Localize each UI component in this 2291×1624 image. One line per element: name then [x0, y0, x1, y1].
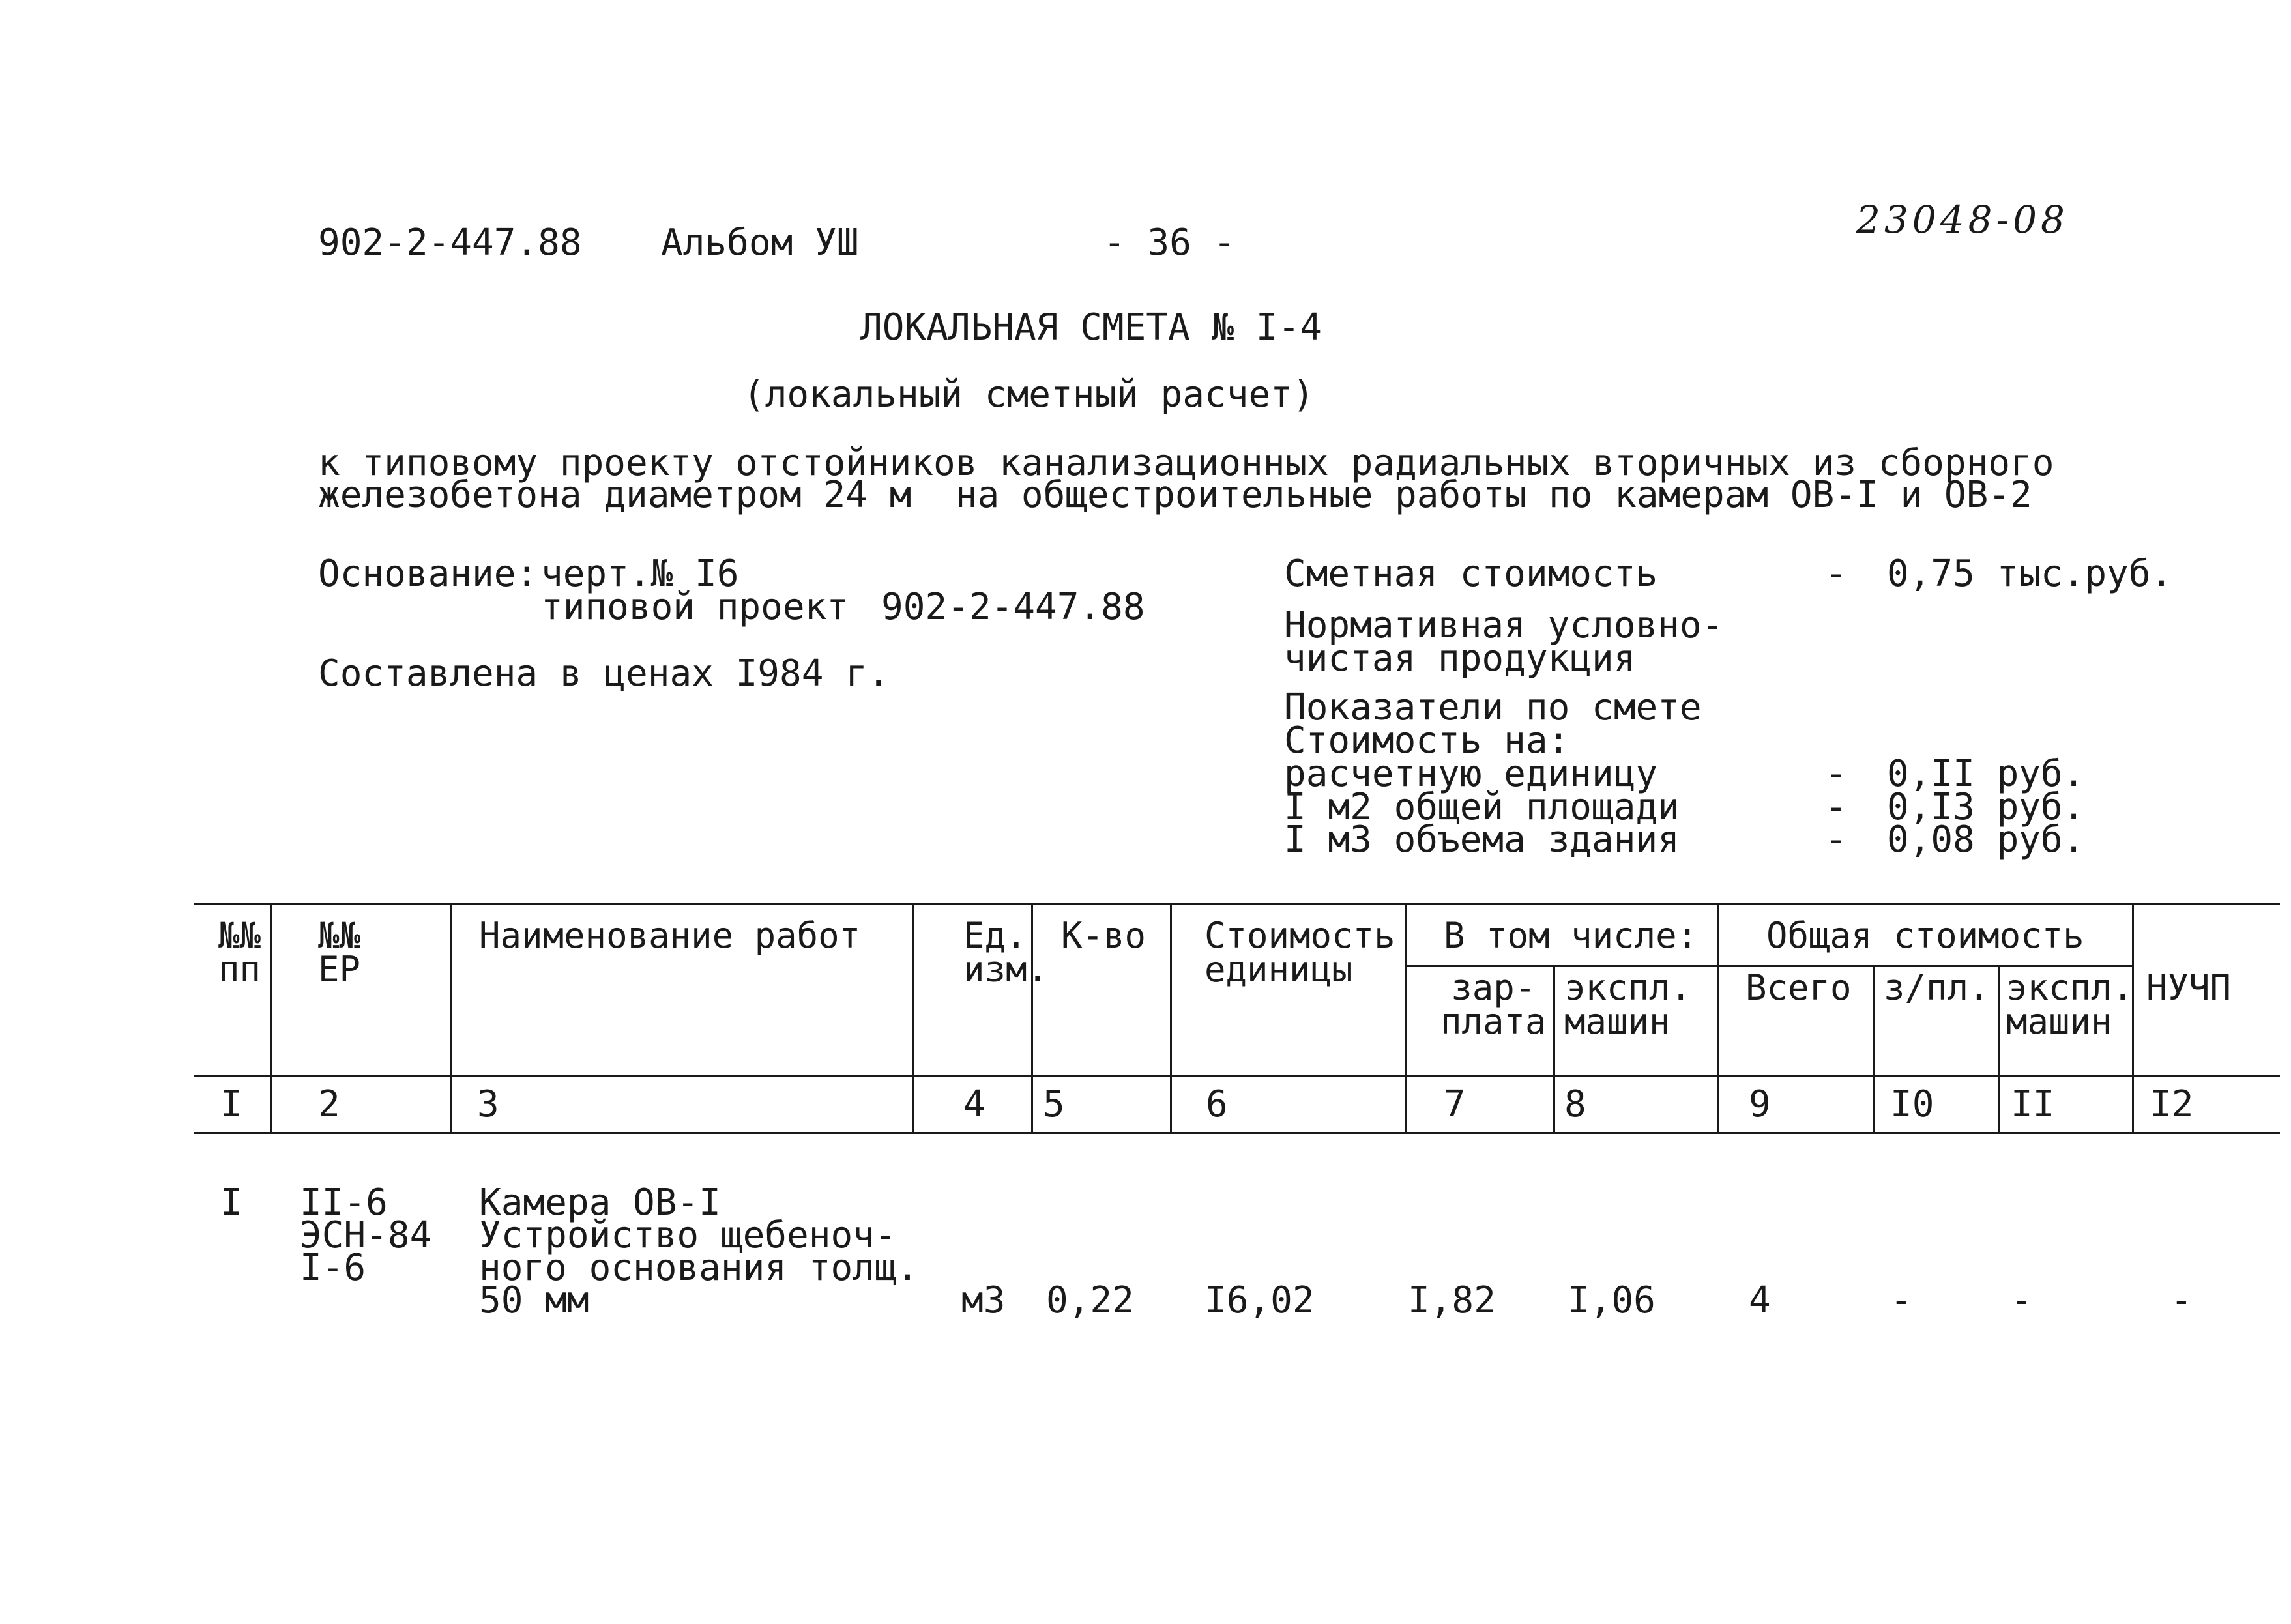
table-top-border [194, 903, 2280, 905]
er-code-line-1: II-6 [300, 1182, 388, 1224]
column-number: 3 [477, 1083, 499, 1125]
header-total-wage: з/пл. [1884, 967, 1990, 1008]
column-divider [1405, 903, 1407, 1134]
handwritten-registration-number: 23048-08 [1856, 197, 2069, 242]
column-number: II [2011, 1083, 2055, 1125]
column-divider [1998, 965, 2000, 1134]
header-unit: Ед. изм. [963, 915, 1049, 990]
per-m2-value: 0,I3 руб. [1887, 786, 2085, 828]
total-wage-value: - [1890, 1279, 1912, 1322]
total-machines-value: - [2011, 1279, 2033, 1322]
header-total: Всего [1745, 967, 1852, 1008]
estimated-cost-label: Сметная стоимость [1284, 553, 1658, 595]
estimate-title: ЛОКАЛЬНАЯ СМЕТА № I-4 [860, 306, 1322, 349]
column-number: I [220, 1083, 242, 1125]
basis-project-label: типовой проект [541, 586, 849, 628]
cost-per-label: Стоимость на: [1284, 719, 1570, 762]
column-number: I2 [2150, 1083, 2194, 1125]
wage-value: I,82 [1408, 1279, 1496, 1322]
per-m3-label: I м3 объема здания [1284, 819, 1680, 861]
column-number: 5 [1043, 1083, 1065, 1125]
total-value: 4 [1749, 1279, 1771, 1322]
document-code: 902-2-447.88 [318, 222, 582, 264]
column-number: 8 [1564, 1083, 1586, 1125]
per-m2-label: I м2 общей площади [1284, 786, 1680, 828]
header-total-cost-group: Общая стоимость [1766, 915, 2084, 956]
column-number: I0 [1890, 1083, 1934, 1125]
per-m3-value: 0,08 руб. [1887, 819, 2085, 861]
header-machine-operation: экспл. машин [1564, 967, 1692, 1042]
estimate-subtitle: (локальный сметный расчет) [743, 373, 1315, 416]
basis-label: Основание: [318, 553, 538, 595]
basis-drawing: черт.№ I6 [541, 553, 739, 595]
column-divider [450, 903, 452, 1134]
row-number: I [220, 1182, 242, 1224]
header-wage: зар- плата [1440, 967, 1547, 1042]
column-number: 6 [1206, 1083, 1228, 1125]
description-line-1: к типовому проекту отстойников канализационных радиальных вторичных из сборного [318, 442, 2054, 484]
column-divider [1553, 965, 1555, 1134]
per-unit-value: 0,II руб. [1887, 753, 2085, 795]
er-code-line-3: I-6 [300, 1247, 366, 1289]
column-number: 2 [318, 1083, 340, 1125]
header-bottom-border [194, 1075, 2280, 1077]
column-divider [912, 903, 914, 1134]
column-divider [1170, 903, 1172, 1134]
machine-operation-value: I,06 [1568, 1279, 1656, 1322]
column-number: 4 [963, 1083, 985, 1125]
description-line-2: железобетона диаметром 24 м на общестроительные работы по камерам ОВ-I и ОВ-2 [318, 474, 2032, 516]
estimated-cost-value: 0,75 тыс.руб. [1887, 553, 2173, 595]
header-nuchp: НУЧП [2146, 967, 2232, 1008]
price-year-note: Составлена в ценах I984 г. [318, 652, 890, 695]
per-m3-dash: - [1825, 819, 1847, 861]
er-code-line-2: ЭСН-84 [300, 1214, 432, 1256]
nuchp-value: - [2170, 1279, 2193, 1322]
page-number: - 36 - [1103, 222, 1236, 264]
unit-cost-value: I6,02 [1204, 1279, 1315, 1322]
header-er-number: №№ ЕР [318, 915, 361, 990]
work-name-line-2: Устройство щебеноч- [479, 1214, 897, 1256]
normative-label-line-2: чистая продукция [1284, 637, 1636, 680]
column-divider [270, 903, 272, 1134]
work-name-line-1: Камера ОВ-I [479, 1182, 721, 1224]
quantity-value: 0,22 [1046, 1279, 1134, 1322]
indicators-label: Показатели по смете [1284, 686, 1702, 729]
header-row-number: №№ пп [218, 915, 261, 990]
per-unit-dash: - [1825, 753, 1847, 795]
per-unit-label: расчетную единицу [1284, 753, 1658, 795]
column-number: 9 [1749, 1083, 1771, 1125]
column-number: 7 [1444, 1083, 1466, 1125]
header-total-machines: экспл. машин [2006, 967, 2134, 1042]
number-row-bottom-border [194, 1132, 2280, 1134]
header-quantity: К-во [1061, 915, 1146, 956]
unit-value: м3 [961, 1279, 1006, 1322]
work-name-line-3: ного основания толщ. [479, 1247, 919, 1289]
column-divider [1717, 903, 1719, 1134]
work-name-line-4: 50 мм [479, 1279, 589, 1322]
normative-label-line-1: Нормативная условно- [1284, 604, 1724, 646]
album-label: Альбом УШ [661, 222, 859, 264]
header-work-name: Наименование работ [479, 915, 861, 956]
header-including-group: В том числе: [1444, 915, 1699, 956]
column-divider [1873, 965, 1875, 1134]
estimated-cost-dash: - [1825, 553, 1847, 595]
per-m2-dash: - [1825, 786, 1847, 828]
header-unit-cost: Стоимость единицы [1204, 915, 1395, 990]
basis-project-code: 902-2-447.88 [881, 586, 1145, 628]
